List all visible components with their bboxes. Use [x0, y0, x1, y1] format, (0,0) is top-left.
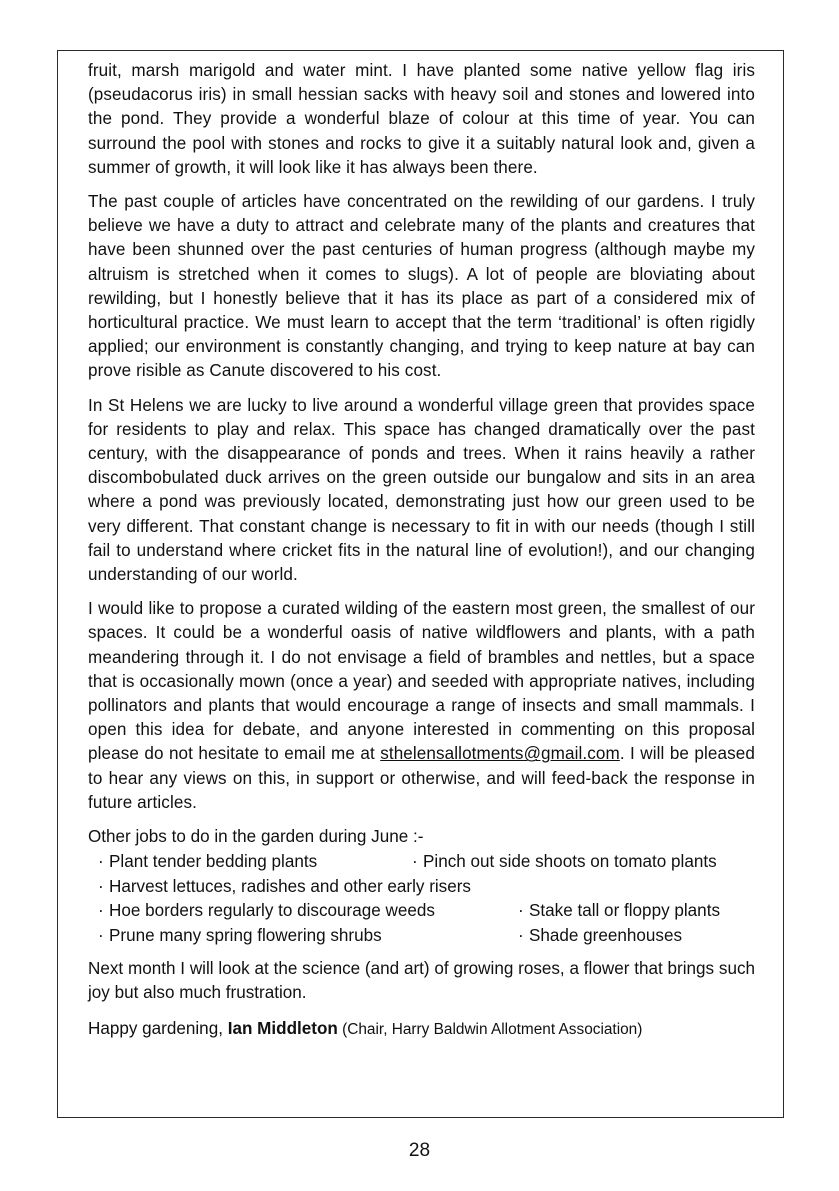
bullet-icon: ·: [412, 852, 418, 872]
job-item-label: Shade greenhouses: [529, 925, 683, 945]
paragraph-proposal: [88, 597, 755, 815]
bullet-icon: ·: [98, 876, 104, 896]
bullet-icon: ·: [98, 925, 104, 945]
bullet-icon: ·: [98, 901, 104, 921]
article-border-frame: [57, 50, 784, 1118]
job-item-left: [98, 850, 317, 875]
article-body: [88, 59, 755, 1042]
proposal-text-after-email: . I will be pleased to hear any views on this, in support or otherwise, and will feed-back the response in future articles.: [88, 744, 755, 812]
jobs-row: [88, 875, 755, 900]
job-item-right: [518, 899, 720, 924]
job-item-left: [98, 875, 471, 900]
page-number: 28: [408, 1140, 431, 1161]
job-item-left: [98, 899, 435, 924]
job-item-label: Pinch out side shoots on tomato plants: [423, 852, 717, 872]
job-item-left: [98, 924, 382, 949]
job-item-label: Harvest lettuces, radishes and other early risers: [109, 876, 471, 896]
jobs-list: [88, 850, 755, 948]
jobs-heading: Other jobs to do in the garden during June :-: [88, 827, 424, 847]
bullet-icon: ·: [98, 852, 104, 872]
paragraph-closing: Next month I will look at the science (and art) of growing roses, a flower that brings such joy but also much frustration.: [88, 959, 755, 1003]
paragraph-village-green: In St Helens we are lucky to live around a wonderful village green that provides space for residents to play and relax. This space has changed dramatically over the past century, with the disappearance of ponds and trees. When it rains heavily a rather discombobulated duck arrives on the green outside our bungalow and sits in an area where a pond was previously located, demonstrating just how our green used to be very different. That constant change is necessary to fit in with our needs (though I still fail to understand where cricket fits in the natural line of evolution!), and our changing understanding of our world.: [88, 395, 755, 585]
paragraph-pond-planting: fruit, marsh marigold and water mint. I have planted some native yellow flag iris (pseudacorus iris) in small hessian sacks with heavy soil and stones and lowered into the pond. They provide a wonderful blaze of colour at this time of year. You can surround the pool with stones and rocks to give it a suitably natural look and, given a summer of growth, it will look like it has always been there.: [88, 61, 755, 177]
job-item-right: [412, 850, 717, 875]
signoff-author: Ian Middleton: [227, 1018, 338, 1038]
signoff-role: (Chair, Harry Baldwin Allotment Association): [337, 1020, 643, 1038]
job-item-label: Prune many spring flowering shrubs: [109, 925, 382, 945]
signoff-line: [88, 1017, 755, 1042]
jobs-row: [88, 850, 755, 875]
job-item-label: Plant tender bedding plants: [109, 852, 318, 872]
paragraph-rewilding: The past couple of articles have concentrated on the rewilding of our gardens. I truly believe we have a duty to attract and celebrate many of the plants and creatures that have been shunned over the past centuries of human progress (although maybe my altruism is stretched when it comes to slugs). A lot of people are bloviating about rewilding, but I honestly believe that it has its place as part of a considered mix of horticultural practice. We must learn to accept that the term ‘traditional’ is often rigidly applied; our environment is constantly changing, and trying to keep nature at bay can prove risible as Canute discovered to his cost.: [88, 192, 755, 381]
email-link[interactable]: sthelensallotments@gmail.com: [380, 744, 620, 764]
bullet-icon: ·: [518, 925, 524, 945]
bullet-icon: ·: [518, 901, 524, 921]
proposal-text-before-email: I would like to propose a curated wilding of the eastern most green, the smallest of our spaces. It could be a wonderful oasis of native wildflowers and plants, with a path meandering through it. I do not envisage a field of brambles and nettles, but a space that is occasionally mown (once a year) and seeded with appropriate natives, including pollinators and plants that would encourage a range of insects and small mammals. I open this idea for debate, and anyone interested in commenting on this proposal please do not hesitate to email me at: [88, 599, 755, 764]
jobs-section: [88, 825, 755, 948]
jobs-row: [88, 899, 755, 924]
signoff-greeting: Happy gardening,: [88, 1018, 228, 1038]
job-item-label: Stake tall or floppy plants: [529, 901, 720, 921]
job-item-label: Hoe borders regularly to discourage weeds: [109, 901, 435, 921]
jobs-row: [88, 924, 755, 949]
job-item-right: [518, 924, 682, 949]
